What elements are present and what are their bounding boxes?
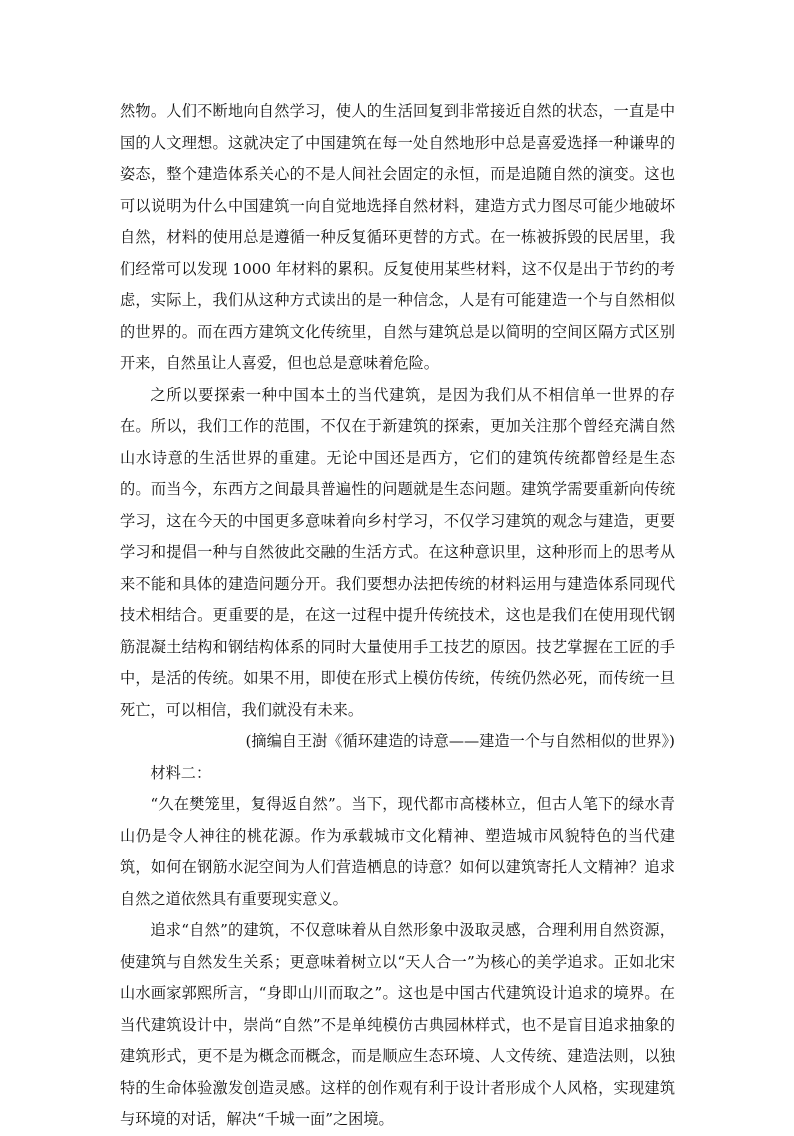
paragraph-continued: 然物。人们不断地向自然学习，使人的生活回复到非常接近自然的状态，一直是中国的人文理想。这就决定了中国建筑在每一处自然地形中总是喜爱选择一种谦卑的姿态，整个建造体系关心的不是人间社会固定的永恒，而是追随自然的演变。这也可以说明为什么中国建筑一向自觉地选择自然材料，建造方式力图尽可能少地破坏自然，材料的使用总是遵循一种反复循环更替的方式。在一栋被拆毁的民居里，我们经常可以发现 1000 年材料的累积。反复使用某些材料，这不仅是出于节约的考虑，实际上，我们从这种方式读出的是一种信念，人是有可能建造一个与自然相似的世界的。而在西方建筑文化传统里，自然与建筑总是以简明的空间区隔方式区别开来，自然虽让人喜爱，但也总是意味着危险。: [120, 102, 675, 372]
paragraph-material-two-intro: “久在樊笼里，复得返自然”。当下，现代都市高楼林立，但古人笔下的绿水青山仍是令人神往的桃花源。作为承载城市文化精神、塑造城市风貌特色的当代建筑，如何在钢筋水泥空间为人们营造栖息的诗意？如何以建筑寄托人文精神？追求自然之道依然具有重要现实意义。: [120, 795, 675, 908]
material-two-label: 材料二：: [150, 763, 212, 782]
paragraph-material-two-nature: 追求“自然”的建筑，不仅意味着从自然形象中汲取灵感，合理利用自然资源，使建筑与自然发生关系；更意味着树立以“天人合一”为核心的美学追求。正如北宋山水画家郭熙所言，“身即山川而取之”。这也是中国古代建筑设计追求的境界。在当代建筑设计中，崇尚“自然”不是单纯模仿古典园林样式，也不是盲目追求抽象的建筑形式，更不是为概念而概念，而是顺应生态环境、人文传统、建造法则，以独特的生命体验激发创造灵感。这样的创作观有利于设计者形成个人风格，实现建筑与环境的对话，解决“千城一面”之困境。: [120, 921, 675, 1128]
paragraph-local-architecture: 之所以要探索一种中国本土的当代建筑，是因为我们从不相信单一世界的存在。所以，我们工作的范围，不仅在于新建筑的探索，更加关注那个曾经充满自然山水诗意的生活世界的重建。无论中国还是西方，它们的建筑传统都曾经是生态的。而当今，东西方之间最具普遍性的问题就是生态问题。建筑学需要重新向传统学习，这在今天的中国更多意味着向乡村学习，不仅学习建筑的观念与建造，更要学习和提倡一种与自然彼此交融的生活方式。在这种意识里，这种形而上的思考从来不能和具体的建造问题分开。我们要想办法把传统的材料运用与建造体系同现代技术相结合。更重要的是，在这一过程中提升传统技术，这也是我们在使用现代钢筋混凝土结构和钢结构体系的同时大量使用手工技艺的原因。技艺掌握在工匠的手中，是活的传统。如果不用，即使在形式上模仿传统，传统仍然必死，而传统一旦死亡，可以相信，我们就没有未来。: [120, 385, 675, 719]
source-citation: (摘编自王澍《循环建造的诗意——建造一个与自然相似的世界》): [245, 732, 675, 750]
document-page: [120, 96, 675, 1136]
